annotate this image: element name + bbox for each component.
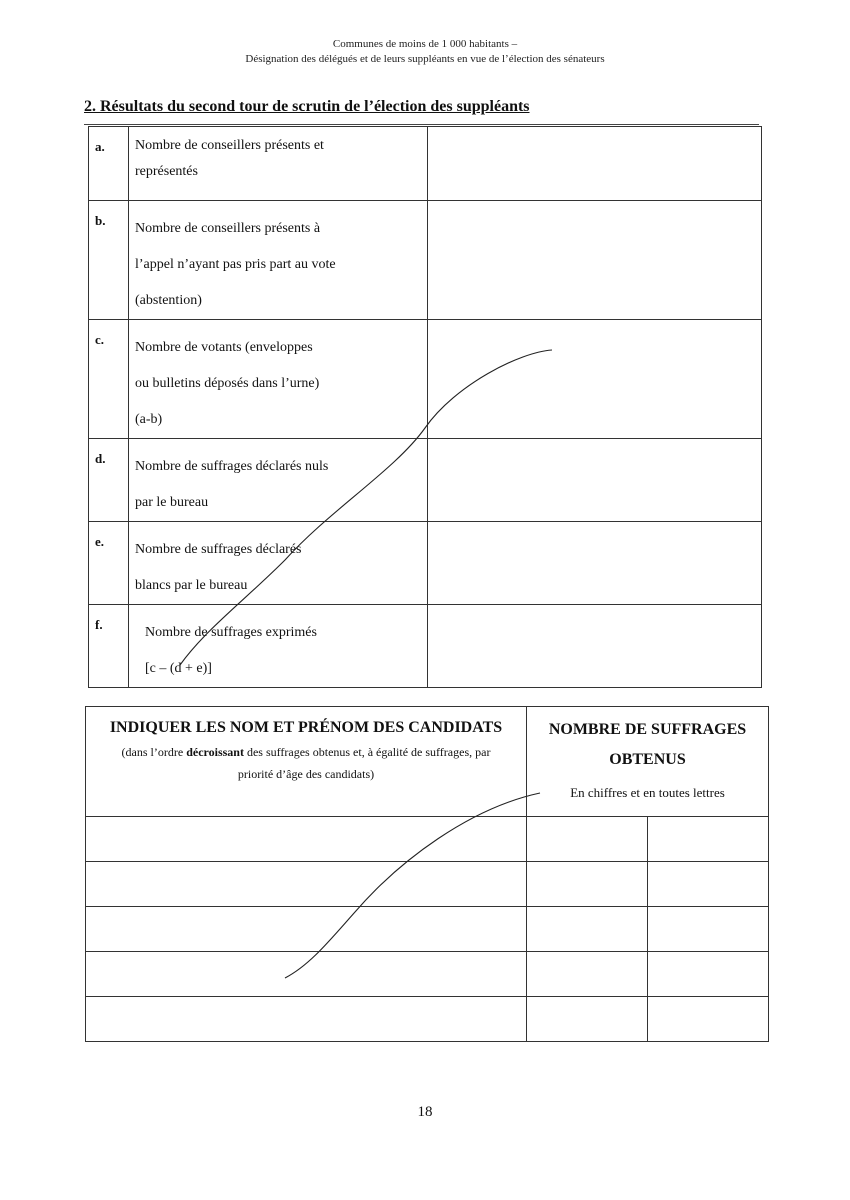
row-value-cell[interactable] bbox=[428, 605, 762, 688]
subtitle-text: des suffrages obtenus et, à égalité de suffrages, par priorité d’âge des candidats) bbox=[237, 745, 491, 781]
title-rule bbox=[84, 124, 759, 125]
candidate-votes-figures-cell[interactable] bbox=[527, 907, 648, 952]
row-label-line: Nombre de suffrages déclarés bbox=[135, 542, 302, 557]
section-title: 2. Résultats du second tour de scrutin de l’élection des suppléants bbox=[84, 98, 530, 115]
row-label-line: Nombre de conseillers présents à bbox=[135, 221, 321, 236]
candidate-name-cell[interactable] bbox=[86, 862, 527, 907]
candidate-votes-words-cell[interactable] bbox=[648, 997, 769, 1042]
candidates-table bbox=[85, 706, 769, 1042]
candidate-row bbox=[86, 817, 769, 862]
row-label-line: ou bulletins déposés dans l’urne) bbox=[135, 376, 320, 391]
row-label bbox=[129, 201, 428, 320]
row-value-cell[interactable] bbox=[428, 320, 762, 439]
candidate-name-cell[interactable] bbox=[86, 952, 527, 997]
results-row-f bbox=[89, 605, 762, 688]
candidate-row bbox=[86, 862, 769, 907]
row-label bbox=[129, 127, 428, 201]
row-label-line: par le bureau bbox=[135, 495, 209, 510]
candidate-votes-words-cell[interactable] bbox=[648, 817, 769, 862]
row-letter: b. bbox=[89, 201, 129, 320]
row-letter: e. bbox=[89, 522, 129, 605]
row-label-line: (abstention) bbox=[135, 293, 202, 308]
row-value-cell[interactable] bbox=[428, 439, 762, 522]
row-label-line: représentés bbox=[135, 164, 198, 179]
candidates-header-row bbox=[86, 707, 769, 817]
candidate-name-cell[interactable] bbox=[86, 817, 527, 862]
row-letter: a. bbox=[89, 127, 129, 201]
row-letter: d. bbox=[89, 439, 129, 522]
row-value-cell[interactable] bbox=[428, 127, 762, 201]
candidate-votes-words-cell[interactable] bbox=[648, 907, 769, 952]
candidate-row bbox=[86, 997, 769, 1042]
candidate-votes-figures-cell[interactable] bbox=[527, 817, 648, 862]
candidates-name-subtitle bbox=[86, 741, 526, 785]
row-label-line: Nombre de votants (enveloppes bbox=[135, 340, 313, 355]
row-label bbox=[129, 522, 428, 605]
page-number: 18 bbox=[417, 1104, 433, 1120]
row-label-line: blancs par le bureau bbox=[135, 578, 248, 593]
subtitle-text: (dans l’ordre bbox=[121, 745, 187, 759]
candidate-name-cell[interactable] bbox=[86, 907, 527, 952]
header-line-1: Communes de moins de 1 000 habitants – bbox=[332, 38, 518, 50]
row-label-line: Nombre de conseillers présents et bbox=[135, 138, 324, 153]
candidate-row bbox=[86, 952, 769, 997]
row-label bbox=[129, 320, 428, 439]
candidate-name-cell[interactable] bbox=[86, 997, 527, 1042]
row-label-line: l’appel n’ayant pas pris part au vote bbox=[135, 257, 336, 272]
row-label-line: Nombre de suffrages exprimés bbox=[145, 625, 317, 640]
results-row-c bbox=[89, 320, 762, 439]
row-letter: c. bbox=[89, 320, 129, 439]
row-value-cell[interactable] bbox=[428, 522, 762, 605]
row-label bbox=[129, 439, 428, 522]
row-label-line: [c – (d + e)] bbox=[145, 661, 212, 676]
subtitle-bold-word: décroissant bbox=[186, 745, 244, 759]
header-line-2: Désignation des délégués et de leurs suppléants en vue de l’élection des sénateurs bbox=[245, 53, 605, 65]
results-row-b bbox=[89, 201, 762, 320]
candidate-votes-figures-cell[interactable] bbox=[527, 862, 648, 907]
candidate-votes-figures-cell[interactable] bbox=[527, 952, 648, 997]
candidate-votes-words-cell[interactable] bbox=[648, 952, 769, 997]
candidate-votes-words-cell[interactable] bbox=[648, 862, 769, 907]
results-row-e bbox=[89, 522, 762, 605]
results-table bbox=[88, 126, 762, 688]
candidates-votes-header bbox=[527, 707, 769, 817]
results-row-a bbox=[89, 127, 762, 201]
candidates-votes-title: NOMBRE DE SUFFRAGES OBTENUS bbox=[548, 721, 747, 768]
candidates-name-title: INDIQUER LES NOM ET PRÉNOM DES CANDIDATS bbox=[109, 719, 503, 736]
row-label bbox=[129, 605, 428, 688]
row-value-cell[interactable] bbox=[428, 201, 762, 320]
row-letter: f. bbox=[89, 605, 129, 688]
row-label-line: Nombre de suffrages déclarés nuls bbox=[135, 459, 329, 474]
results-row-d bbox=[89, 439, 762, 522]
candidate-votes-figures-cell[interactable] bbox=[527, 997, 648, 1042]
candidates-votes-note: En chiffres et en toutes lettres bbox=[570, 785, 725, 800]
candidate-row bbox=[86, 907, 769, 952]
row-label-line: (a-b) bbox=[135, 412, 163, 427]
candidates-name-header bbox=[86, 707, 527, 817]
document-header bbox=[0, 37, 850, 67]
